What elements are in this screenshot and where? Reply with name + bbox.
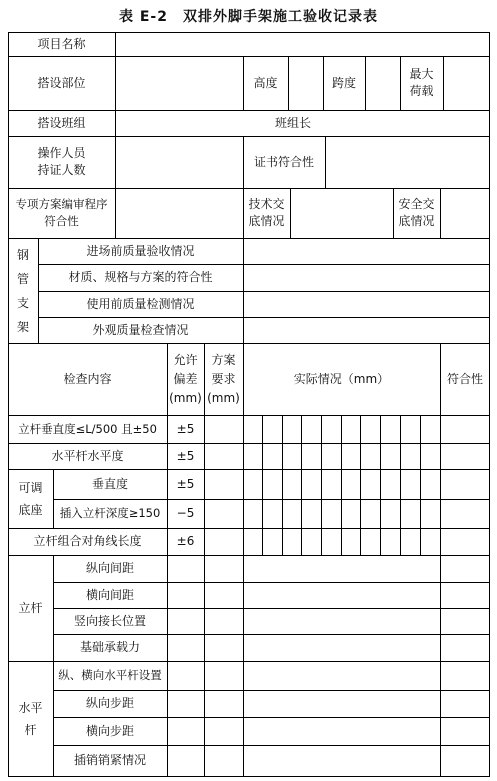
base-vertical-tolerance: ±5: [176, 476, 195, 491]
height-label: 高度: [253, 75, 278, 90]
conformity-header: 符合性: [446, 371, 483, 386]
diagonal-label: 立杆组合对角线长度: [33, 534, 142, 548]
tolerance-header: 允许 偏差 (mm): [169, 352, 202, 405]
horizontal-bar-group-label: 水平 杆: [18, 700, 43, 737]
span-label: 跨度: [331, 75, 356, 90]
actual-header: 实际情况（mm）: [293, 371, 390, 386]
horizontal-bar-item: 纵、横向水平杆设置: [58, 668, 162, 682]
steel-pipe-item: 外观质量检查情况: [92, 322, 189, 337]
upright-group-label: 立杆: [18, 600, 43, 615]
steel-pipe-item: 进场前质量验收情况: [86, 243, 195, 258]
steel-pipe-group-label: 钢 管 支 架: [16, 247, 29, 334]
acceptance-form: [8, 32, 490, 777]
inspection-content-header: 检查内容: [63, 371, 112, 386]
base-insert-tolerance: −5: [176, 506, 195, 520]
cert-label: 证书符合性: [253, 154, 314, 169]
crew-leader-label: 班组长: [274, 115, 311, 130]
horizontal-bar-item: 插销销紧情况: [73, 753, 146, 767]
max-load-label: 最大 荷载: [409, 67, 434, 98]
vertical-item-label: 立杆垂直度≤L/500 且±50: [18, 421, 157, 436]
steel-pipe-item: 使用前质量检测情况: [86, 296, 195, 311]
safety-briefing-label: 安全交 底情况: [398, 197, 435, 228]
horizontal-tolerance: ±5: [176, 448, 195, 463]
plan-approval-label: 专项方案编审程序 符合性: [15, 197, 108, 228]
project-name-label: 项目名称: [37, 36, 86, 51]
horizontal-bar-item: 纵向步距: [85, 696, 134, 710]
diagonal-tolerance: ±6: [176, 534, 195, 548]
operators-label: 操作人员 持证人数: [37, 146, 86, 177]
crew-label: 搭设班组: [37, 115, 86, 130]
base-vertical-label: 垂直度: [91, 476, 128, 491]
horizontal-bar-item: 横向步距: [85, 723, 134, 738]
steel-pipe-item: 材质、规格与方案的符合性: [68, 270, 213, 284]
base-insert-label: 插入立杆深度≥150: [59, 506, 161, 520]
plan-requirement-header: 方案 要求 (mm): [207, 352, 240, 405]
vertical-tolerance: ±5: [176, 421, 195, 436]
form-title: 表 E-2 双排外脚手架施工验收记录表: [119, 9, 378, 25]
upright-item: 横向间距: [85, 587, 134, 602]
tech-briefing-label: 技术交 底情况: [248, 197, 285, 228]
base-group-label: 可调 底座: [18, 480, 43, 517]
location-label: 搭设部位: [37, 75, 86, 90]
upright-item: 竖向接长位置: [73, 613, 146, 628]
upright-item: 基础承载力: [79, 640, 140, 654]
horizontal-item-label: 水平杆水平度: [51, 448, 124, 463]
upright-item: 纵向间距: [85, 561, 134, 575]
